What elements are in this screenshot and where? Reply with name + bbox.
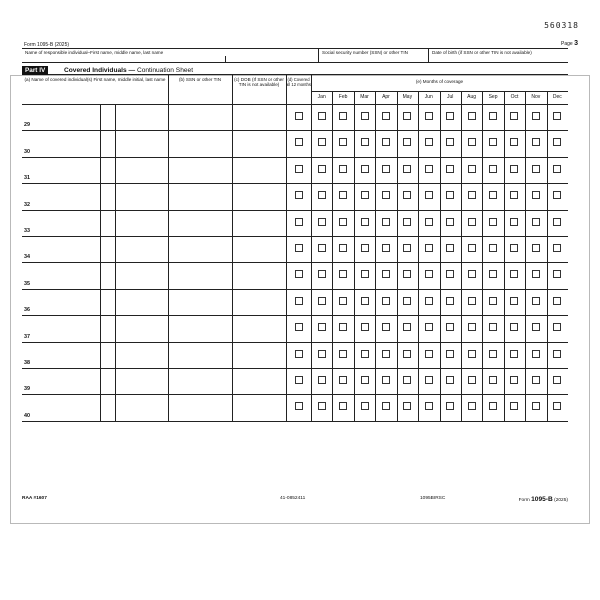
month-checkbox-feb[interactable]: [339, 297, 347, 305]
responsible-name-label: Name of responsible individual–First name, middle name, last name: [25, 50, 164, 55]
month-checkbox-nov[interactable]: [532, 244, 540, 252]
month-checkbox-jul[interactable]: [446, 297, 454, 305]
all-months-checkbox[interactable]: [295, 350, 303, 358]
month-checkbox-mar[interactable]: [361, 138, 369, 146]
part-title: [64, 66, 193, 75]
month-checkbox-nov[interactable]: [532, 165, 540, 173]
month-checkbox-dec[interactable]: [553, 165, 561, 173]
month-checkbox-may[interactable]: [403, 323, 411, 331]
row-number: 40: [24, 412, 30, 419]
month-divider: [525, 91, 526, 421]
month-checkbox-may[interactable]: [403, 165, 411, 173]
name-subdivider: [100, 104, 101, 421]
month-checkbox-apr[interactable]: [382, 297, 390, 305]
month-checkbox-feb[interactable]: [339, 350, 347, 358]
month-checkbox-dec[interactable]: [553, 350, 561, 358]
row-rule: [22, 289, 568, 290]
month-checkbox-oct[interactable]: [510, 244, 518, 252]
month-checkbox-jan[interactable]: [318, 191, 326, 199]
month-checkbox-jan[interactable]: [318, 218, 326, 226]
month-checkbox-aug[interactable]: [468, 350, 476, 358]
form-label: Form: [518, 498, 530, 503]
month-checkbox-oct[interactable]: [510, 165, 518, 173]
month-divider: [354, 91, 355, 421]
row-number: 29: [24, 122, 30, 129]
month-checkbox-jul[interactable]: [446, 218, 454, 226]
month-checkbox-mar[interactable]: [361, 376, 369, 384]
month-checkbox-may[interactable]: [403, 191, 411, 199]
raa-number: RAA #1607: [22, 496, 47, 501]
month-checkbox-nov[interactable]: [532, 323, 540, 331]
month-label-feb: Feb: [338, 94, 348, 100]
month-checkbox-mar[interactable]: [361, 402, 369, 410]
month-checkbox-apr[interactable]: [382, 323, 390, 331]
month-checkbox-may[interactable]: [403, 244, 411, 252]
responsible-name-field[interactable]: [22, 49, 318, 63]
month-checkbox-may[interactable]: [403, 270, 411, 278]
month-checkbox-feb[interactable]: [339, 244, 347, 252]
column-e-header: (e) Months of coverage: [415, 79, 464, 84]
month-label-jun: Jun: [424, 94, 433, 100]
name-divider: [225, 56, 226, 63]
row-rule: [22, 236, 568, 237]
row-number: 39: [24, 386, 30, 393]
month-checkbox-aug[interactable]: [468, 218, 476, 226]
month-divider: [461, 91, 462, 421]
month-checkbox-oct[interactable]: [510, 218, 518, 226]
month-checkbox-sep[interactable]: [489, 165, 497, 173]
month-checkbox-mar[interactable]: [361, 350, 369, 358]
all-months-checkbox[interactable]: [295, 244, 303, 252]
month-checkbox-jan[interactable]: [318, 376, 326, 384]
month-checkbox-apr[interactable]: [382, 165, 390, 173]
month-checkbox-mar[interactable]: [361, 323, 369, 331]
all-months-checkbox[interactable]: [295, 191, 303, 199]
month-checkbox-oct[interactable]: [510, 297, 518, 305]
month-checkbox-feb[interactable]: [339, 165, 347, 173]
month-checkbox-sep[interactable]: [489, 191, 497, 199]
ssn-label: Social security number (SSN) or other TIN: [322, 50, 408, 55]
month-divider: [482, 91, 483, 421]
month-checkbox-nov[interactable]: [532, 402, 540, 410]
responsible-info-row: [22, 49, 568, 63]
month-checkbox-nov[interactable]: [532, 138, 540, 146]
column-divider: [311, 75, 312, 421]
ein-number: 41-0852411: [280, 496, 306, 501]
month-checkbox-apr[interactable]: [382, 112, 390, 120]
row-rule: [22, 421, 568, 422]
form-code-footer: 1095BIRSC: [420, 496, 446, 501]
column-c-header: (c) DOB (If SSN or other TIN is not available): [234, 77, 284, 88]
month-label-mar: Mar: [360, 94, 369, 100]
row-number: 38: [24, 360, 30, 366]
all-months-checkbox[interactable]: [295, 138, 303, 146]
month-checkbox-jan[interactable]: [318, 165, 326, 173]
month-checkbox-sep[interactable]: [489, 112, 497, 120]
month-label-jan: Jan: [317, 94, 326, 100]
month-checkbox-mar[interactable]: [361, 165, 369, 173]
month-checkbox-jun[interactable]: [425, 350, 433, 358]
month-label-dec: Dec: [552, 94, 562, 100]
month-checkbox-sep[interactable]: [489, 376, 497, 384]
month-label-oct: Oct: [510, 94, 519, 100]
month-checkbox-jun[interactable]: [425, 244, 433, 252]
page-indicator: [561, 40, 578, 47]
dob-label: Date of birth (if SSN or other TIN is not available): [432, 50, 532, 55]
month-checkbox-dec[interactable]: [553, 138, 561, 146]
month-checkbox-apr[interactable]: [382, 191, 390, 199]
month-checkbox-nov[interactable]: [532, 191, 540, 199]
month-checkbox-mar[interactable]: [361, 297, 369, 305]
row-rule: [22, 210, 568, 211]
month-checkbox-sep[interactable]: [489, 402, 497, 410]
month-checkbox-nov[interactable]: [532, 376, 540, 384]
month-checkbox-aug[interactable]: [468, 402, 476, 410]
month-checkbox-jan[interactable]: [318, 402, 326, 410]
row-number: 36: [24, 307, 30, 314]
month-checkbox-oct[interactable]: [510, 138, 518, 146]
month-checkbox-may[interactable]: [403, 297, 411, 305]
month-checkbox-nov[interactable]: [532, 297, 540, 305]
month-checkbox-jul[interactable]: [446, 376, 454, 384]
month-label-jul: Jul: [447, 94, 454, 100]
month-checkbox-feb[interactable]: [339, 138, 347, 146]
month-checkbox-jun[interactable]: [425, 270, 433, 278]
page-label: Page: [561, 41, 573, 47]
row-rule: [22, 183, 568, 184]
month-checkbox-jun[interactable]: [425, 112, 433, 120]
month-checkbox-jan[interactable]: [318, 323, 326, 331]
month-checkbox-apr[interactable]: [382, 244, 390, 252]
column-d-header: (d) Covered all 12 months: [286, 77, 311, 88]
month-label-apr: Apr: [382, 94, 390, 100]
all-months-checkbox[interactable]: [295, 402, 303, 410]
part-subtitle: Continuation Sheet: [136, 67, 194, 74]
column-a-header: (a) Name of covered individual(s) First name, middle initial, last name: [24, 77, 166, 82]
month-divider: [418, 91, 419, 421]
month-checkbox-sep[interactable]: [489, 138, 497, 146]
month-checkbox-feb[interactable]: [339, 218, 347, 226]
month-checkbox-jun[interactable]: [425, 376, 433, 384]
month-checkbox-mar[interactable]: [361, 270, 369, 278]
page-number: 3: [574, 40, 578, 47]
month-checkbox-jan[interactable]: [318, 297, 326, 305]
month-checkbox-apr[interactable]: [382, 218, 390, 226]
month-checkbox-jul[interactable]: [446, 244, 454, 252]
all-months-checkbox[interactable]: [295, 165, 303, 173]
row-number: 33: [24, 228, 30, 234]
month-checkbox-may[interactable]: [403, 138, 411, 146]
header-bottom-rule: [22, 104, 568, 105]
month-checkbox-apr[interactable]: [382, 402, 390, 410]
month-checkbox-jun[interactable]: [425, 218, 433, 226]
month-checkbox-nov[interactable]: [532, 270, 540, 278]
month-checkbox-jul[interactable]: [446, 323, 454, 331]
row-rule: [22, 342, 568, 343]
month-checkbox-jul[interactable]: [446, 402, 454, 410]
month-checkbox-jan[interactable]: [318, 350, 326, 358]
month-checkbox-feb[interactable]: [339, 191, 347, 199]
month-checkbox-may[interactable]: [403, 402, 411, 410]
row-rule: [22, 130, 568, 131]
month-checkbox-may[interactable]: [403, 376, 411, 384]
month-checkbox-aug[interactable]: [468, 323, 476, 331]
row-rule: [22, 157, 568, 158]
month-checkbox-jul[interactable]: [446, 191, 454, 199]
month-divider: [547, 91, 548, 421]
month-checkbox-may[interactable]: [403, 350, 411, 358]
month-checkbox-jan[interactable]: [318, 244, 326, 252]
form-code: 560318: [544, 21, 579, 30]
month-checkbox-sep[interactable]: [489, 218, 497, 226]
month-label-may: May: [402, 94, 413, 100]
month-checkbox-jun[interactable]: [425, 323, 433, 331]
month-checkbox-sep[interactable]: [489, 270, 497, 278]
month-checkbox-jun[interactable]: [425, 297, 433, 305]
month-divider: [397, 91, 398, 421]
month-checkbox-mar[interactable]: [361, 244, 369, 252]
month-checkbox-sep[interactable]: [489, 350, 497, 358]
all-months-checkbox[interactable]: [295, 376, 303, 384]
ssn-field[interactable]: [318, 49, 428, 63]
part-header: [22, 66, 568, 75]
part-title-text: Covered Individuals —: [64, 67, 136, 74]
column-b-header: (b) SSN or other TIN: [178, 77, 222, 82]
month-checkbox-feb[interactable]: [339, 270, 347, 278]
row-rule: [22, 315, 568, 316]
month-checkbox-dec[interactable]: [553, 218, 561, 226]
month-checkbox-nov[interactable]: [532, 350, 540, 358]
month-checkbox-jan[interactable]: [318, 112, 326, 120]
form-year: (2025): [554, 498, 568, 503]
month-checkbox-oct[interactable]: [510, 270, 518, 278]
row-number: 32: [24, 201, 30, 208]
month-checkbox-feb[interactable]: [339, 402, 347, 410]
row-number: 34: [24, 254, 30, 261]
month-checkbox-oct[interactable]: [510, 191, 518, 199]
month-divider: [332, 91, 333, 421]
month-checkbox-dec[interactable]: [553, 191, 561, 199]
month-checkbox-feb[interactable]: [339, 112, 347, 120]
month-checkbox-aug[interactable]: [468, 165, 476, 173]
month-checkbox-may[interactable]: [403, 218, 411, 226]
month-checkbox-jul[interactable]: [446, 350, 454, 358]
month-checkbox-dec[interactable]: [553, 402, 561, 410]
month-checkbox-dec[interactable]: [553, 323, 561, 331]
name-subdivider: [115, 104, 116, 421]
month-checkbox-nov[interactable]: [532, 218, 540, 226]
month-checkbox-mar[interactable]: [361, 218, 369, 226]
all-months-checkbox[interactable]: [295, 270, 303, 278]
form-name: 1095-B: [531, 496, 553, 503]
row-rule: [22, 368, 568, 369]
month-checkbox-oct[interactable]: [510, 376, 518, 384]
all-months-checkbox[interactable]: [295, 297, 303, 305]
month-checkbox-sep[interactable]: [489, 244, 497, 252]
month-checkbox-jul[interactable]: [446, 165, 454, 173]
month-checkbox-jun[interactable]: [425, 402, 433, 410]
month-label-sep: Sep: [488, 94, 498, 100]
month-checkbox-jul[interactable]: [446, 138, 454, 146]
row-number: 31: [24, 175, 30, 182]
month-checkbox-apr[interactable]: [382, 270, 390, 278]
month-checkbox-jul[interactable]: [446, 112, 454, 120]
row-rule: [22, 394, 568, 395]
month-label-nov: Nov: [531, 94, 541, 100]
month-checkbox-may[interactable]: [403, 112, 411, 120]
month-checkbox-aug[interactable]: [468, 244, 476, 252]
month-checkbox-oct[interactable]: [510, 402, 518, 410]
month-checkbox-nov[interactable]: [532, 112, 540, 120]
form-id: Form 1095-B (2025): [24, 42, 70, 48]
month-checkbox-mar[interactable]: [361, 112, 369, 120]
month-checkbox-feb[interactable]: [339, 376, 347, 384]
dob-field[interactable]: [428, 49, 568, 63]
all-months-checkbox[interactable]: [295, 323, 303, 331]
row-rule: [22, 262, 568, 263]
month-checkbox-dec[interactable]: [553, 297, 561, 305]
month-checkbox-oct[interactable]: [510, 323, 518, 331]
column-divider: [232, 75, 233, 421]
month-checkbox-aug[interactable]: [468, 191, 476, 199]
month-checkbox-jul[interactable]: [446, 270, 454, 278]
month-checkbox-oct[interactable]: [510, 112, 518, 120]
month-checkbox-aug[interactable]: [468, 112, 476, 120]
month-divider: [504, 91, 505, 421]
all-months-checkbox[interactable]: [295, 218, 303, 226]
column-divider: [168, 75, 169, 421]
month-label-aug: Aug: [467, 94, 477, 100]
form-name-footer: [519, 496, 568, 503]
month-checkbox-apr[interactable]: [382, 350, 390, 358]
month-checkbox-dec[interactable]: [553, 112, 561, 120]
month-checkbox-dec[interactable]: [553, 244, 561, 252]
month-checkbox-sep[interactable]: [489, 297, 497, 305]
month-checkbox-mar[interactable]: [361, 191, 369, 199]
row-number: 30: [24, 148, 30, 155]
month-checkbox-apr[interactable]: [382, 138, 390, 146]
month-checkbox-dec[interactable]: [553, 270, 561, 278]
month-divider: [440, 91, 441, 421]
month-divider: [375, 91, 376, 421]
all-months-checkbox[interactable]: [295, 112, 303, 120]
month-checkbox-oct[interactable]: [510, 350, 518, 358]
row-number: 35: [24, 280, 30, 287]
month-checkbox-aug[interactable]: [468, 138, 476, 146]
month-checkbox-dec[interactable]: [553, 376, 561, 384]
row-number: 37: [24, 333, 30, 340]
column-divider: [286, 75, 287, 421]
month-checkbox-jan[interactable]: [318, 138, 326, 146]
month-checkbox-jun[interactable]: [425, 138, 433, 146]
month-checkbox-jan[interactable]: [318, 270, 326, 278]
month-checkbox-aug[interactable]: [468, 297, 476, 305]
month-checkbox-aug[interactable]: [468, 270, 476, 278]
month-checkbox-jun[interactable]: [425, 165, 433, 173]
month-checkbox-apr[interactable]: [382, 376, 390, 384]
month-checkbox-jun[interactable]: [425, 191, 433, 199]
month-checkbox-feb[interactable]: [339, 323, 347, 331]
month-checkbox-aug[interactable]: [468, 376, 476, 384]
month-checkbox-sep[interactable]: [489, 323, 497, 331]
part-tag: Part IV: [22, 66, 48, 75]
